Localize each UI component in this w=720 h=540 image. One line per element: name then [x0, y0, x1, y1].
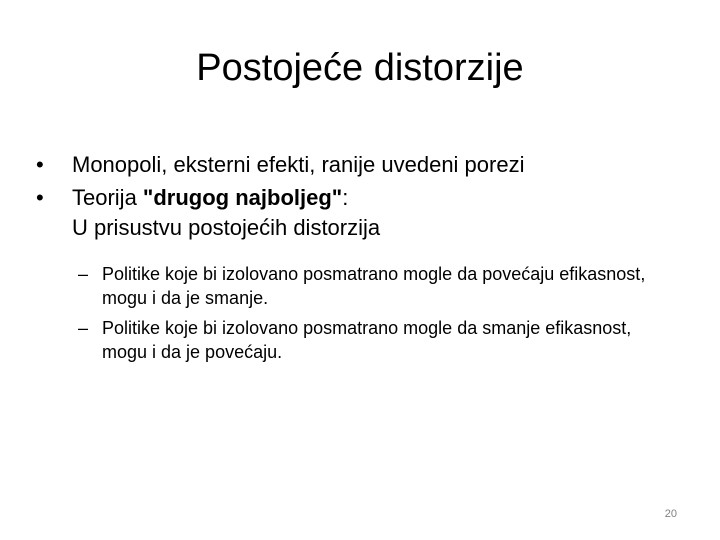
slide-title: Postojeće distorzije: [196, 47, 524, 89]
sub-bullet-item-smanje: [78, 316, 678, 364]
sub-bullet-list: [78, 262, 678, 370]
bullet-text-bold: "drugog najboljeg": [142, 185, 343, 210]
sub-bullet-text: Politike koje bi izolovano posmatrano mogle da povećaju efikasnost, mogu i da je smanje.: [102, 264, 646, 308]
bullet-item-monopoli: [36, 150, 686, 180]
bullet-list: [36, 150, 686, 246]
sub-bullet-item-povecaju: [78, 262, 678, 310]
bullet-text-prefix: Teorija: [72, 185, 143, 210]
bullet-text-line2: U prisustvu postojećih distorzija: [72, 215, 381, 240]
page-number: 20: [664, 508, 677, 520]
bullet-item-teorija: [36, 183, 686, 243]
bullet-mark: •: [36, 185, 44, 210]
bullet-text-suffix: :: [342, 185, 349, 210]
bullet-text: Monopoli, eksterni efekti, ranije uvedeni porezi: [72, 152, 525, 177]
sub-bullet-text: Politike koje bi izolovano posmatrano mogle da smanje efikasnost, mogu i da je povećaju.: [102, 318, 632, 362]
sub-bullet-mark: –: [78, 264, 89, 284]
sub-bullet-mark: –: [78, 318, 89, 338]
bullet-mark: •: [36, 152, 44, 177]
